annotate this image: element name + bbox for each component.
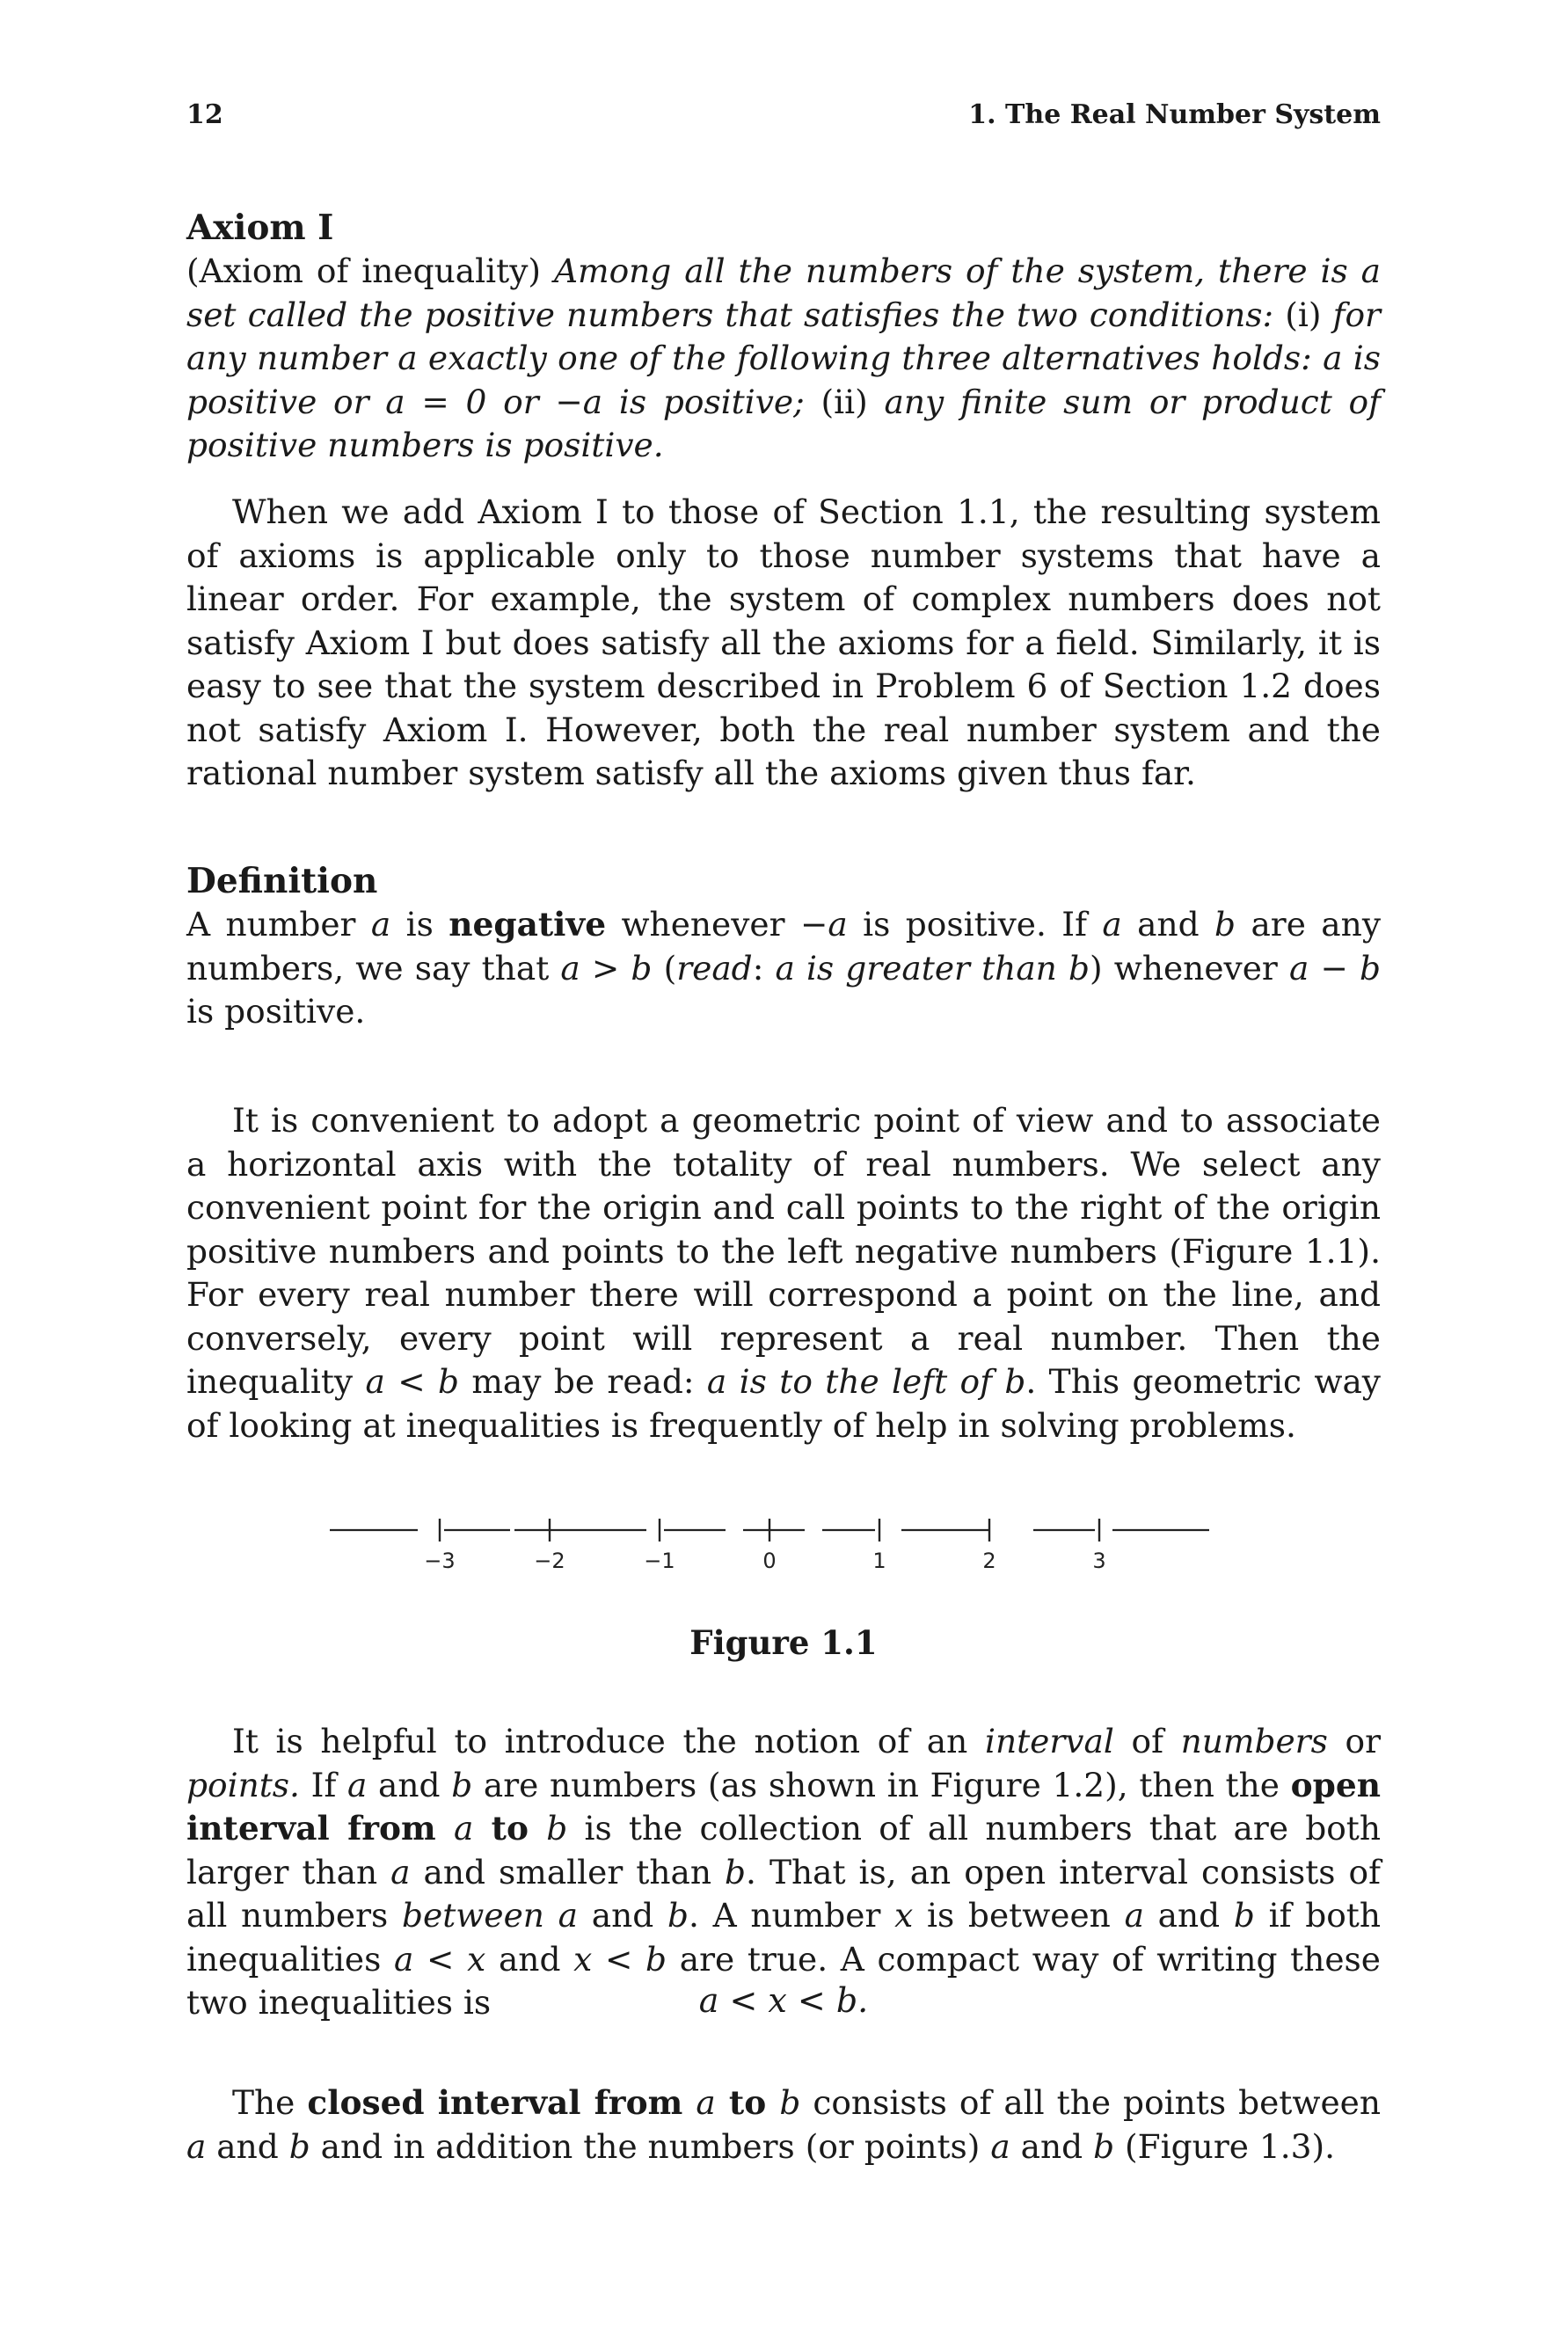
paragraph-axiom-discussion: When we add Axiom I to those of Section 1.1, the resulting system of axioms is applicable only to those number systems that have a linear order. For example, the system of complex numbers does not satisfy Axiom I but does satisfy all the axioms for a field. Similarly, it is easy to see that the system described in Problem 6 of Section 1.2 does not satisfy Axiom I. However, both the real number system and the rational number system satisfy all the axioms given thus far.	[186, 492, 1381, 792]
expr-a-gt-b: a > b	[560, 948, 653, 988]
def-text: whenever	[606, 905, 800, 944]
def-text: (	[652, 948, 677, 988]
para-text: are numbers (as shown in Figure 1.2), then the	[472, 1765, 1291, 1804]
para-text: is between	[913, 1896, 1125, 1935]
tick-label-group	[424, 1549, 1105, 1573]
tick-label: −2	[534, 1549, 565, 1573]
para-text: If	[299, 1765, 347, 1804]
term-closed-interval: closed interval from	[307, 2083, 696, 2122]
para-text: It is convenient to adopt a geometric point of view and to associate a horizontal axis with the totality of real numbers. We select any convenient point for the origin and call points to the right of the origin positive numbers and points to the left negative numbers (Figure 1.1). For every real number there will correspond a point on the line, and conversely, every point will represent a real number. Then the inequality	[186, 1101, 1381, 1401]
var-a: a	[1102, 905, 1122, 944]
expr-a-lt-x: a < x	[394, 1939, 486, 1979]
def-text: is positive.	[186, 992, 366, 1031]
var-a: a	[558, 1896, 578, 1935]
def-text: is	[390, 905, 449, 944]
expr-neg-a: −a	[799, 905, 848, 944]
paragraph-geometric-view	[186, 1099, 1381, 1447]
figure-caption: Figure 1.1	[689, 1623, 878, 1662]
axiom-statement	[186, 250, 1381, 468]
var-b: b	[1214, 905, 1236, 944]
para-text: are true. A compact way of writing these two inequalities is	[186, 1939, 1381, 2022]
def-text: and	[1121, 905, 1215, 944]
expr-x-lt-b: x < b	[573, 1939, 667, 1979]
term-numbers: numbers	[1180, 1722, 1328, 1760]
axiom-item-i: (i)	[1285, 295, 1333, 334]
para-text: is the collection of all numbers that are both larger than	[186, 1809, 1381, 1891]
para-text: . This geometric way of looking at inequalities is frequently of help in solving problems.	[186, 1362, 1381, 1445]
var-b: b	[779, 2083, 801, 2122]
definition-title: Definition	[186, 861, 378, 901]
tick-label: −1	[644, 1549, 675, 1573]
tick-label: 2	[982, 1549, 996, 1573]
paragraph-closed-interval	[186, 2081, 1381, 2168]
para-text: may be read:	[459, 1362, 707, 1401]
var-b: b	[667, 1896, 689, 1935]
para-text	[544, 1896, 558, 1935]
var-a: a	[453, 1809, 474, 1848]
number-line-svg	[330, 1508, 1240, 1578]
var-b: b	[1093, 2126, 1115, 2166]
var-a: a	[1124, 1896, 1144, 1935]
read-text: a is greater than b	[775, 948, 1090, 988]
para-text: and	[1010, 2126, 1094, 2166]
var-b: b	[451, 1765, 473, 1804]
read-label: read	[676, 948, 753, 988]
para-text: and smaller than	[410, 1852, 726, 1891]
def-text: A number	[186, 905, 371, 944]
term-to: to	[473, 1809, 547, 1848]
definition-text	[186, 903, 1381, 1034]
term-between: between	[402, 1896, 544, 1935]
var-b: b	[546, 1809, 568, 1848]
axiom-text-b: for any number a exactly one of the following three alternatives holds: a is positive or a = 0 or −a is positive;	[186, 295, 1381, 421]
def-text: :	[752, 948, 776, 988]
definition-block	[186, 860, 1381, 1034]
para-text: . A number	[688, 1896, 895, 1935]
axiom-title: Axiom I	[186, 208, 334, 248]
def-text: is positive. If	[847, 905, 1103, 944]
para-text: and	[485, 1939, 574, 1979]
var-a: a	[186, 2126, 207, 2166]
para-text: and	[367, 1765, 452, 1804]
expr-a-minus-b: a − b	[1288, 948, 1381, 988]
para-text: (Figure 1.3).	[1114, 2126, 1336, 2166]
term-negative: negative	[449, 905, 607, 944]
axiom-text-a: Among all the numbers of the system, there is a set called the positive numbers that satisfies the two conditions:	[186, 251, 1381, 334]
para-text: The	[232, 2083, 308, 2122]
var-b: b	[725, 1852, 747, 1891]
para-text: of	[1113, 1722, 1181, 1760]
figure-number-line	[330, 1508, 1240, 1578]
def-text: ) whenever	[1089, 948, 1289, 988]
axiom-block	[186, 207, 1381, 468]
para-text: consists of all the points between	[800, 2083, 1381, 2122]
var-a: a	[347, 1765, 368, 1804]
def-text: are any numbers, we say that	[186, 905, 1382, 988]
term-to: to	[715, 2083, 780, 2122]
para-text: or	[1327, 1722, 1381, 1760]
para-text: and	[206, 2126, 289, 2166]
tick-label: 3	[1092, 1549, 1106, 1573]
para-text: It is helpful to introduce the notion of an	[232, 1722, 985, 1760]
term-open-interval: open interval from	[186, 1765, 1381, 1848]
var-x: x	[894, 1896, 914, 1935]
term-points: points.	[186, 1765, 300, 1804]
var-a: a	[390, 1852, 411, 1891]
page-number: 12	[186, 99, 223, 130]
para-text: and	[1143, 1896, 1234, 1935]
tick-label: 0	[762, 1549, 777, 1573]
expr-a-lt-b: a < b	[365, 1362, 459, 1401]
axiom-text-c: any finite sum or product of positive numbers is positive.	[186, 382, 1381, 464]
display-equation: a < x < b.	[698, 1981, 869, 2020]
read-text: a is to the left of b	[706, 1362, 1026, 1401]
axiom-label: (Axiom of inequality)	[186, 251, 554, 290]
para-text: and in addition the numbers (or points)	[310, 2126, 991, 2166]
var-a: a	[370, 905, 391, 944]
tick-label: 1	[872, 1549, 886, 1573]
para-text: if both inequalities	[186, 1896, 1381, 1979]
var-a: a	[990, 2126, 1010, 2166]
var-b: b	[1233, 1896, 1255, 1935]
para-text: . That is, an open interval consists of all numbers	[186, 1852, 1381, 1935]
var-a: a	[696, 2083, 716, 2122]
para-text: and	[578, 1896, 667, 1935]
term-interval: interval	[984, 1722, 1114, 1760]
chapter-title: 1. The Real Number System	[968, 99, 1381, 130]
var-b: b	[288, 2126, 310, 2166]
axiom-item-ii: (ii)	[820, 382, 885, 421]
tick-label: −3	[424, 1549, 456, 1573]
